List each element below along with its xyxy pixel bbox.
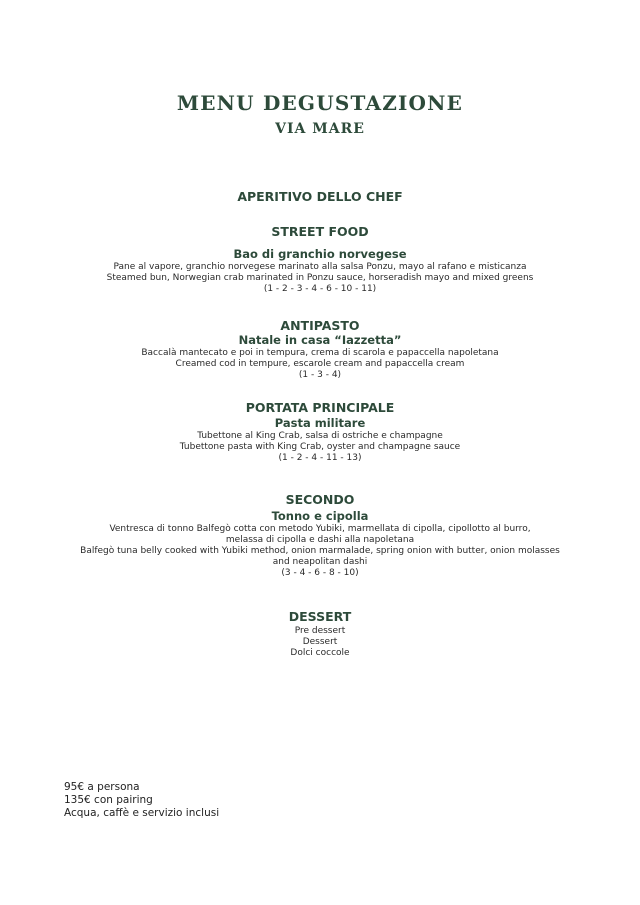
dish-description-it: melassa di cipolla e dashi alla napoletana <box>225 535 415 545</box>
dessert-item: Pre dessert <box>294 626 346 636</box>
menu-subtitle: VIA MARE <box>275 121 365 137</box>
section-antipasto-title: ANTIPASTO <box>280 318 360 333</box>
dish-description-it: Ventresca di tonno Balfegò cotta con metodo Yubiki, marmellata di cipolla, cipollotto al burro, <box>109 524 531 534</box>
dish-allergens: (3 - 4 - 6 - 8 - 10) <box>281 568 359 578</box>
section-dessert-title: DESSERT <box>288 609 352 624</box>
dish-description-en: and neapolitan dashi <box>272 557 368 567</box>
section-principale-title: PORTATA PRINCIPALE <box>245 400 395 415</box>
section-aperitivo-title: APERITIVO DELLO CHEF <box>237 189 403 204</box>
dish-allergens: (1 - 2 - 3 - 4 - 6 - 10 - 11) <box>263 284 377 294</box>
dessert-item: Dolci coccole <box>290 648 350 658</box>
dish-description-en: Tubettone pasta with King Crab, oyster and champagne sauce <box>179 442 461 452</box>
dish-description-en: Steamed bun, Norwegian crab marinated in Ponzu sauce, horseradish mayo and mixed greens <box>106 273 534 283</box>
price-with-pairing: 135€ con pairing <box>64 794 153 806</box>
section-street-food-title: STREET FOOD <box>271 224 369 239</box>
menu-title: MENU DEGUSTAZIONE <box>176 91 464 115</box>
included-note: Acqua, caffè e servizio inclusi <box>64 807 220 819</box>
dish-allergens: (1 - 3 - 4) <box>298 370 342 380</box>
dish-description-it: Tubettone al King Crab, salsa di ostriche e champagne <box>197 431 443 441</box>
pricing-footer <box>64 781 219 820</box>
dessert-item: Dessert <box>302 637 338 647</box>
price-per-person: 95€ a persona <box>64 781 140 793</box>
dish-description-en: Creamed cod in tempure, escarole cream and papaccella cream <box>175 359 465 369</box>
dish-description-it: Pane al vapore, granchio norvegese marinato alla salsa Ponzu, mayo al rafano e misticanza <box>113 262 527 272</box>
section-secondo-title: SECONDO <box>285 492 355 507</box>
dish-allergens: (1 - 2 - 4 - 11 - 13) <box>278 453 362 463</box>
dish-name: Natale in casa “Iazzetta” <box>238 333 402 347</box>
dish-description-it: Baccalà mantecato e poi in tempura, crema di scarola e papaccella napoletana <box>141 348 499 358</box>
dish-name: Pasta militare <box>274 416 366 430</box>
dish-description-en: Balfegò tuna belly cooked with Yubiki method, onion marmalade, spring onion with butter, onion molasses <box>80 546 560 556</box>
dish-name: Bao di granchio norvegese <box>233 247 407 261</box>
dish-name: Tonno e cipolla <box>271 509 369 523</box>
